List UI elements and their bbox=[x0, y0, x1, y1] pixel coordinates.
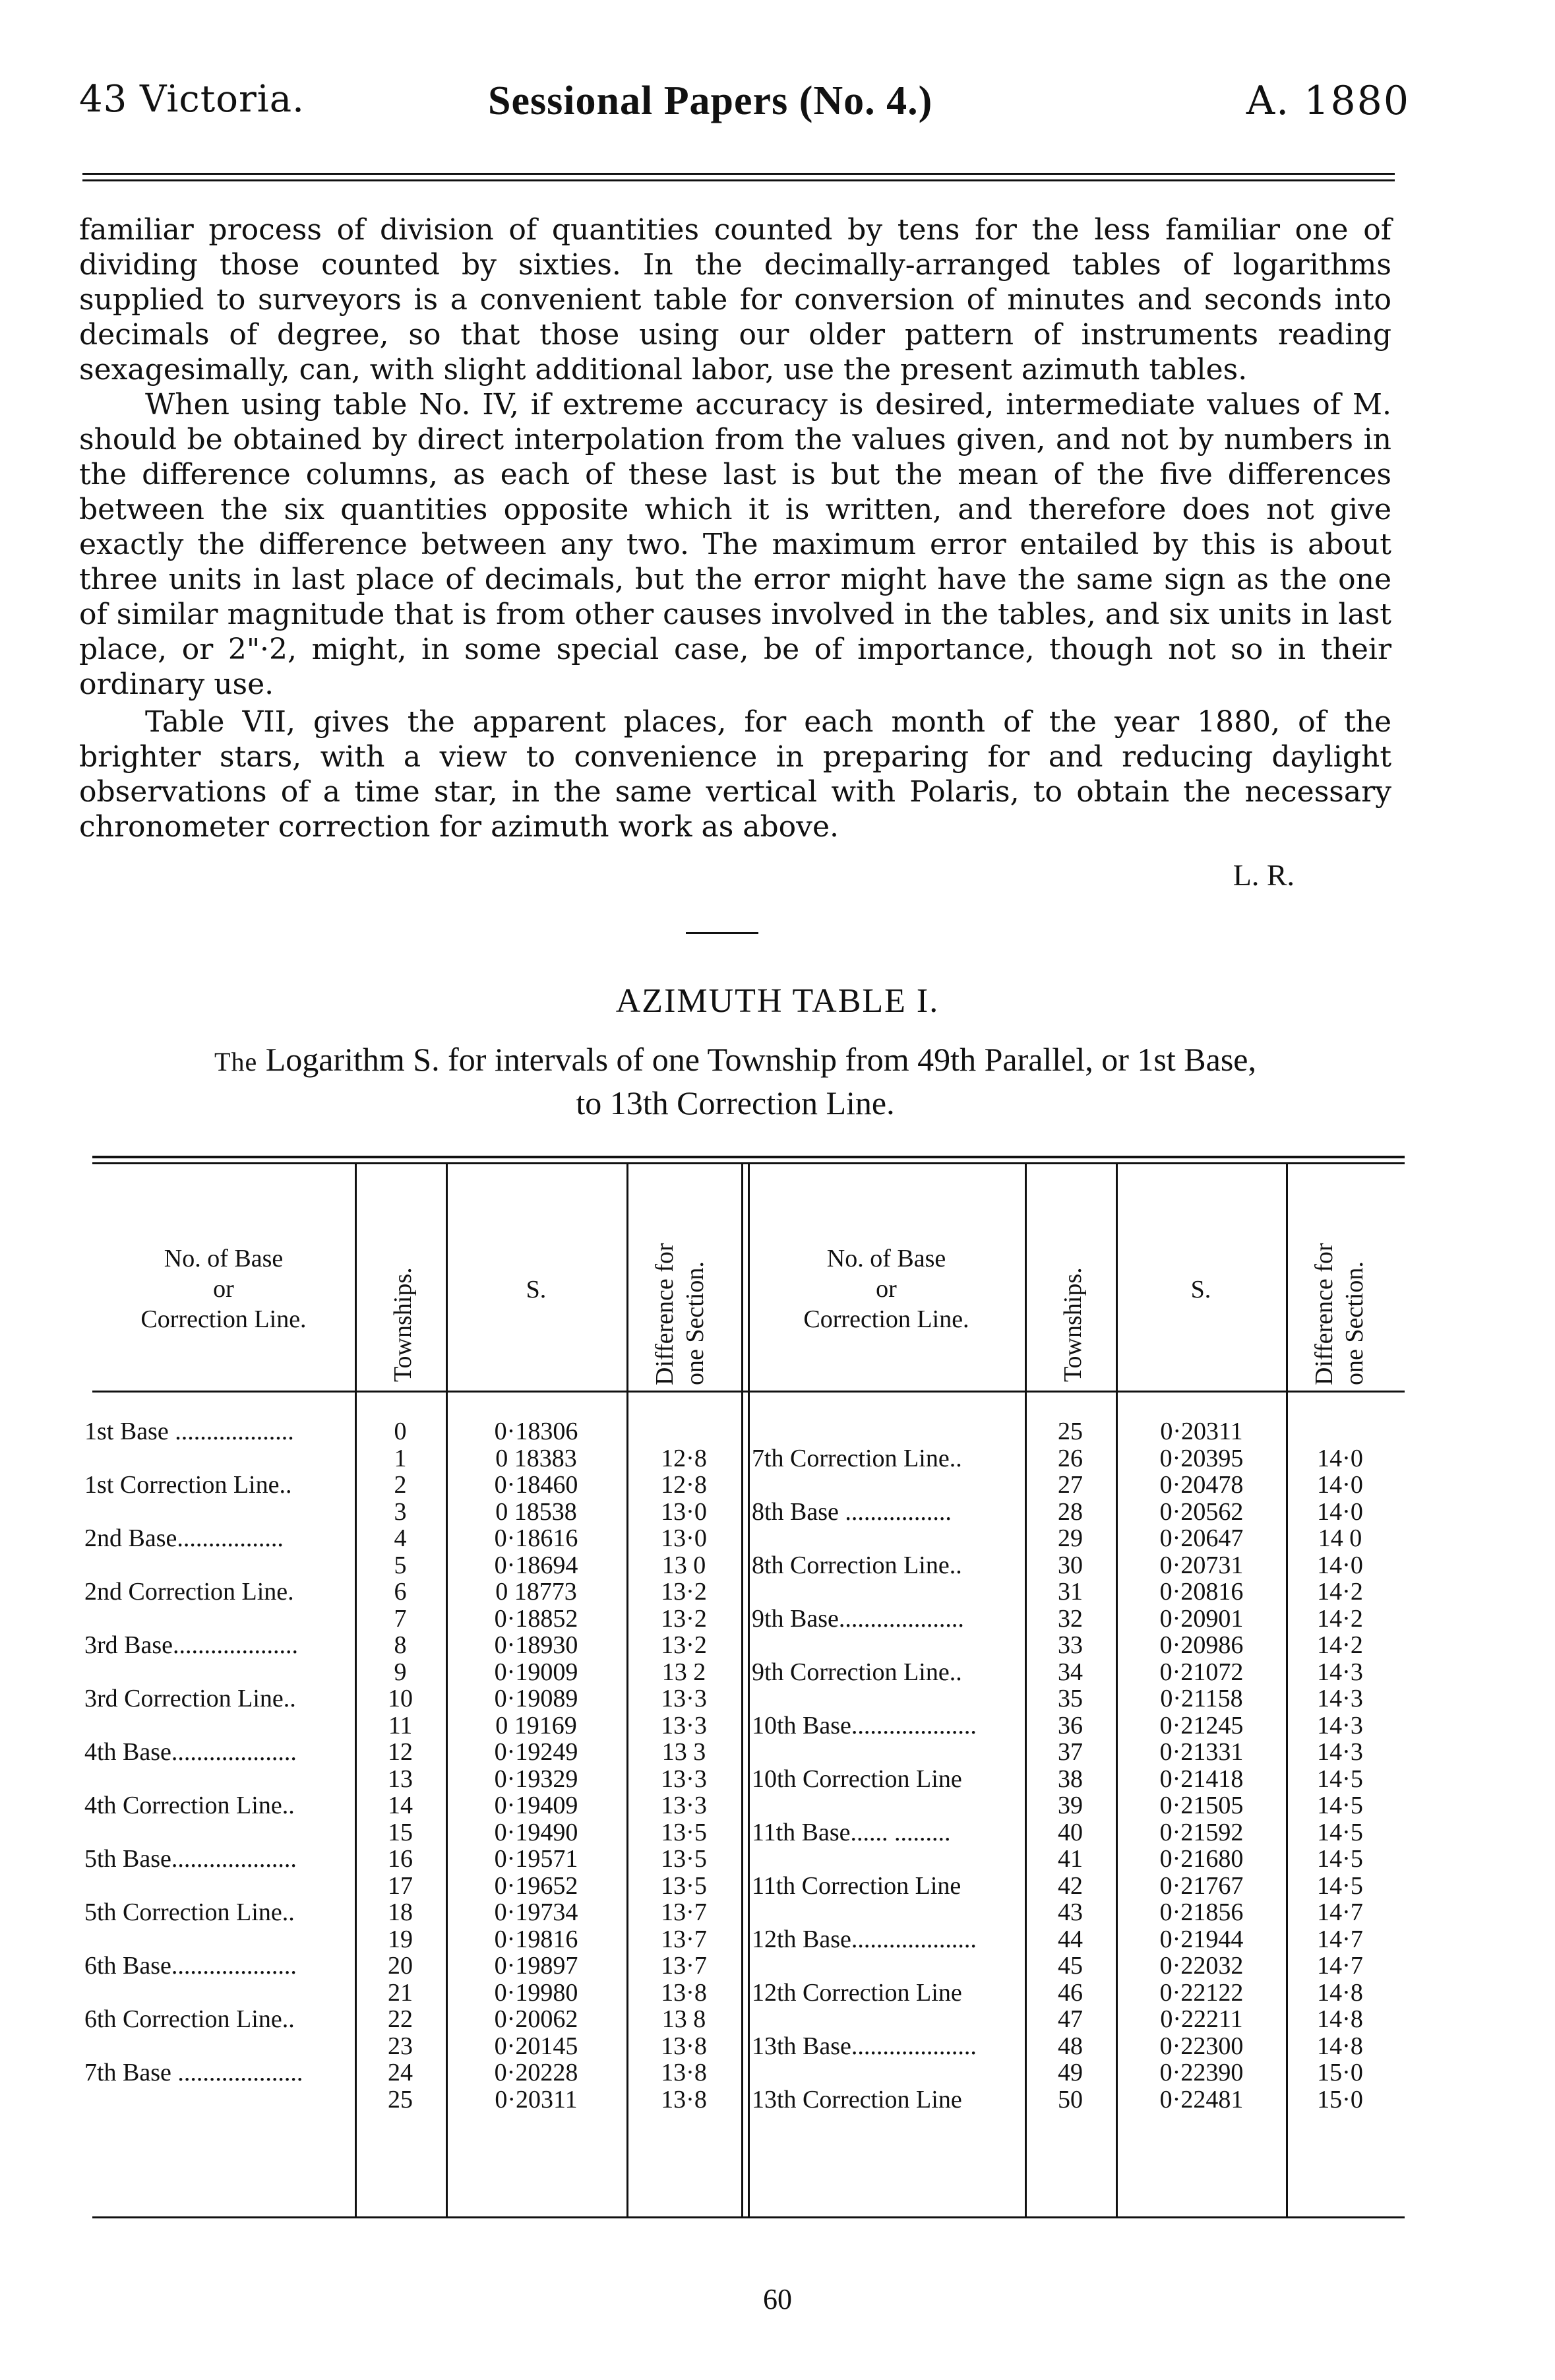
paragraph-3: Table VII, gives the apparent places, for each month of the year 1880, of the brighter stars, with a view to convenience in preparing for and reducing daylight observations of a time star, in the same vertical with Polaris, to obtain the necessary chronometer correction for azimuth work as above. bbox=[79, 705, 1391, 844]
right-s-value-cell: 0·20311 bbox=[1160, 1418, 1243, 1445]
left-township-cell: 20 bbox=[388, 1952, 413, 1980]
left-township-cell: 4 bbox=[394, 1524, 407, 1552]
left-difference-cell: 13·8 bbox=[661, 2032, 707, 2060]
left-difference-cell: 13·7 bbox=[661, 1952, 707, 1980]
author-initials: L. R. bbox=[1233, 858, 1295, 892]
right-township-cell: 27 bbox=[1058, 1471, 1083, 1499]
left-s-value-cell: 0·19734 bbox=[494, 1898, 578, 1926]
right-township-cell: 45 bbox=[1058, 1952, 1083, 1980]
right-s-value-cell: 0·21072 bbox=[1159, 1658, 1244, 1686]
left-township-cell: 11 bbox=[388, 1711, 413, 1739]
left-s-value-cell: 0·19980 bbox=[494, 1978, 578, 2007]
left-difference-cell: 13·7 bbox=[661, 1925, 707, 1953]
right-township-cell: 30 bbox=[1058, 1551, 1083, 1579]
right-township-cell: 36 bbox=[1058, 1711, 1083, 1739]
left-difference-cell: 13 0 bbox=[661, 1551, 706, 1579]
right-s-value-cell: 0·20816 bbox=[1159, 1578, 1244, 1606]
right-s-value-cell: 0·20478 bbox=[1159, 1471, 1244, 1499]
left-township-cell: 13 bbox=[388, 1765, 413, 1793]
left-s-value-cell: 0·19249 bbox=[494, 1738, 578, 1766]
right-difference-cell: 14·2 bbox=[1317, 1578, 1363, 1606]
right-difference-cell: 14·5 bbox=[1317, 1765, 1363, 1793]
left-township-cell: 0 bbox=[394, 1418, 407, 1445]
right-township-cell: 33 bbox=[1058, 1631, 1083, 1659]
running-header-left: 43 Victoria. bbox=[79, 78, 305, 121]
right-base-line-label: 13th Correction Line bbox=[752, 2085, 962, 2114]
right-township-cell: 28 bbox=[1058, 1497, 1083, 1526]
table-subtitle-line-1: Logarithm S. for intervals of one Township from 49th Parallel, or 1st Base, bbox=[257, 1041, 1256, 1078]
left-difference-cell: 13 2 bbox=[661, 1658, 706, 1686]
right-township-cell: 25 bbox=[1058, 1418, 1083, 1445]
left-base-line-label: 1st Correction Line.. bbox=[84, 1471, 292, 1499]
right-s-value-cell: 0·22390 bbox=[1159, 2059, 1244, 2086]
left-difference-cell: 13·5 bbox=[661, 1818, 707, 1846]
right-base-line-label: 13th Base.................... bbox=[752, 2032, 977, 2060]
right-s-value-cell: 0·21158 bbox=[1160, 1685, 1243, 1712]
colhead-s-right: S. bbox=[1190, 1276, 1211, 1303]
right-difference-cell: 15·0 bbox=[1317, 2059, 1363, 2086]
right-difference-cell: 14·5 bbox=[1317, 1845, 1363, 1873]
right-s-value-cell: 0·21856 bbox=[1159, 1898, 1244, 1926]
left-s-value-cell: 0·18930 bbox=[494, 1631, 578, 1659]
right-s-value-cell: 0·21505 bbox=[1159, 1792, 1244, 1819]
right-s-value-cell: 0·21592 bbox=[1159, 1818, 1244, 1846]
left-base-line-label: 6th Base.................... bbox=[84, 1952, 297, 1980]
right-township-cell: 35 bbox=[1058, 1685, 1083, 1712]
right-difference-cell: 14·0 bbox=[1317, 1444, 1363, 1472]
left-difference-cell: 13 8 bbox=[661, 2005, 706, 2033]
left-s-value-cell: 0·18852 bbox=[494, 1604, 578, 1633]
right-base-line-label: 9th Base.................... bbox=[752, 1604, 964, 1633]
right-s-value-cell: 0·20647 bbox=[1159, 1524, 1244, 1552]
left-township-cell: 18 bbox=[388, 1898, 413, 1926]
right-township-cell: 37 bbox=[1058, 1738, 1083, 1766]
right-base-line-label: 8th Correction Line.. bbox=[752, 1551, 962, 1579]
left-difference-cell: 12·8 bbox=[661, 1471, 707, 1499]
right-township-cell: 46 bbox=[1058, 1978, 1083, 2007]
left-difference-cell: 12·8 bbox=[661, 1444, 707, 1472]
left-township-cell: 14 bbox=[388, 1792, 413, 1819]
left-s-value-cell: 0·19089 bbox=[494, 1685, 578, 1712]
running-header-title: Sessional Papers (No. 4.) bbox=[488, 78, 933, 123]
left-difference-cell: 13·3 bbox=[661, 1685, 707, 1712]
left-township-cell: 7 bbox=[394, 1604, 407, 1633]
colhead-difference-left: Difference for one Section. bbox=[651, 1243, 709, 1385]
right-difference-cell: 14·2 bbox=[1317, 1631, 1363, 1659]
left-s-value-cell: 0·20062 bbox=[494, 2005, 578, 2033]
right-s-value-cell: 0·20395 bbox=[1159, 1444, 1244, 1472]
left-s-value-cell: 0 18538 bbox=[495, 1497, 577, 1526]
right-s-value-cell: 0·22481 bbox=[1159, 2085, 1244, 2114]
right-township-cell: 48 bbox=[1058, 2032, 1083, 2060]
left-township-cell: 15 bbox=[388, 1818, 413, 1846]
left-s-value-cell: 0·18616 bbox=[494, 1524, 578, 1552]
right-s-value-cell: 0·21245 bbox=[1159, 1711, 1244, 1739]
left-difference-cell: 13·2 bbox=[661, 1578, 707, 1606]
colhead-s-left: S. bbox=[526, 1276, 547, 1303]
table-title: AZIMUTH TABLE I. bbox=[615, 982, 940, 1020]
left-difference-cell: 13·5 bbox=[661, 1845, 707, 1873]
right-difference-cell: 14·8 bbox=[1317, 1978, 1363, 2007]
left-difference-cell: 13·0 bbox=[661, 1497, 707, 1526]
right-base-line-label: 10th Base.................... bbox=[752, 1711, 977, 1739]
left-s-value-cell: 0·19816 bbox=[494, 1925, 578, 1953]
right-township-cell: 31 bbox=[1058, 1578, 1083, 1606]
running-header-year: A. 1880 bbox=[1246, 78, 1410, 124]
right-township-cell: 40 bbox=[1058, 1818, 1083, 1846]
left-township-cell: 23 bbox=[388, 2032, 413, 2060]
left-township-cell: 8 bbox=[394, 1631, 407, 1659]
right-difference-cell: 14·8 bbox=[1317, 2032, 1363, 2060]
colhead-base-line-left: No. of Base or Correction Line. bbox=[140, 1245, 307, 1333]
left-difference-cell: 13·3 bbox=[661, 1792, 707, 1819]
right-difference-cell: 14·3 bbox=[1317, 1711, 1363, 1739]
left-difference-cell: 13·3 bbox=[661, 1765, 707, 1793]
left-township-cell: 16 bbox=[388, 1845, 413, 1873]
left-township-cell: 19 bbox=[388, 1925, 413, 1953]
left-township-cell: 17 bbox=[388, 1871, 413, 1900]
left-base-line-label: 6th Correction Line.. bbox=[84, 2005, 295, 2033]
left-township-cell: 6 bbox=[394, 1578, 407, 1606]
left-s-value-cell: 0·18306 bbox=[494, 1418, 578, 1445]
table-subtitle-line-2: to 13th Correction Line. bbox=[576, 1084, 895, 1121]
left-s-value-cell: 0 18773 bbox=[495, 1578, 577, 1606]
right-township-cell: 47 bbox=[1058, 2005, 1083, 2033]
colhead-townships-right: Townships. bbox=[1059, 1267, 1087, 1382]
left-base-line-label: 3rd Correction Line.. bbox=[84, 1685, 296, 1712]
right-township-cell: 32 bbox=[1058, 1604, 1083, 1633]
right-s-value-cell: 0·20901 bbox=[1159, 1604, 1244, 1633]
right-township-cell: 34 bbox=[1058, 1658, 1083, 1686]
right-base-line-label: 11th Correction Line bbox=[752, 1871, 961, 1900]
page-number: 60 bbox=[763, 2283, 792, 2315]
left-base-line-label: 2nd Correction Line. bbox=[84, 1578, 294, 1606]
right-difference-cell: 14·2 bbox=[1317, 1604, 1363, 1633]
left-base-line-label: 1st Base ................... bbox=[84, 1418, 294, 1445]
left-township-cell: 21 bbox=[388, 1978, 413, 2007]
right-difference-cell: 14·7 bbox=[1317, 1925, 1363, 1953]
right-base-line-label: 9th Correction Line.. bbox=[752, 1658, 962, 1686]
left-base-line-label: 4th Base.................... bbox=[84, 1738, 297, 1766]
left-difference-cell: 13·8 bbox=[661, 2059, 707, 2086]
right-difference-cell: 14·5 bbox=[1317, 1818, 1363, 1846]
right-s-value-cell: 0·22300 bbox=[1159, 2032, 1244, 2060]
left-s-value-cell: 0·19409 bbox=[494, 1792, 578, 1819]
right-difference-cell: 14·8 bbox=[1317, 2005, 1363, 2033]
left-difference-cell: 13·2 bbox=[661, 1604, 707, 1633]
left-s-value-cell: 0·19009 bbox=[494, 1658, 578, 1686]
table-bottom-rule bbox=[92, 2216, 1405, 2218]
right-s-value-cell: 0·22122 bbox=[1159, 1978, 1244, 2007]
left-base-line-label: 5th Correction Line.. bbox=[84, 1898, 295, 1926]
right-s-value-cell: 0·21418 bbox=[1159, 1765, 1244, 1793]
left-s-value-cell: 0·19571 bbox=[494, 1845, 578, 1873]
left-difference-cell: 13·5 bbox=[661, 1871, 707, 1900]
right-base-line-label: 11th Base...... ......... bbox=[752, 1818, 951, 1846]
right-base-line-label: 10th Correction Line bbox=[752, 1765, 962, 1793]
left-s-value-cell: 0 19169 bbox=[495, 1711, 577, 1739]
right-township-cell: 43 bbox=[1058, 1898, 1083, 1926]
right-base-line-label: 12th Base.................... bbox=[752, 1925, 977, 1953]
left-township-cell: 1 bbox=[394, 1444, 407, 1472]
left-s-value-cell: 0·20145 bbox=[494, 2032, 578, 2060]
paragraph-2: When using table No. IV, if extreme accuracy is desired, intermediate values of M. should be obtained by direct interpolation from the values given, and not by numbers in the difference columns, as each of these last is but the mean of the five differences between the six quantities opposite which it is written, and therefore does not give exactly the difference between any two. The maximum error entailed by this is about three units in last place of decimals, but the error might have the same sign as the one of similar magnitude that is from other causes involved in the tables, and six units in last place, or 2"·2, might, in some special case, be of importance, though not so in their ordinary use. bbox=[79, 388, 1391, 701]
left-difference-cell: 13·2 bbox=[661, 1631, 707, 1659]
right-s-value-cell: 0·20731 bbox=[1159, 1551, 1244, 1579]
left-base-line-label: 2nd Base................. bbox=[84, 1524, 284, 1552]
right-township-cell: 26 bbox=[1058, 1444, 1083, 1472]
left-difference-cell: 13·7 bbox=[661, 1898, 707, 1926]
left-township-cell: 3 bbox=[394, 1497, 407, 1526]
right-s-value-cell: 0·20562 bbox=[1159, 1497, 1244, 1526]
right-township-cell: 49 bbox=[1058, 2059, 1083, 2086]
left-base-line-label: 3rd Base.................... bbox=[84, 1631, 299, 1659]
left-township-cell: 2 bbox=[394, 1471, 407, 1499]
right-difference-cell: 14·5 bbox=[1317, 1871, 1363, 1900]
right-township-cell: 44 bbox=[1058, 1925, 1083, 1953]
right-township-cell: 41 bbox=[1058, 1845, 1083, 1873]
left-s-value-cell: 0·18460 bbox=[494, 1471, 578, 1499]
left-base-line-label: 5th Base.................... bbox=[84, 1845, 297, 1873]
left-s-value-cell: 0·19897 bbox=[494, 1952, 578, 1980]
right-township-cell: 29 bbox=[1058, 1524, 1083, 1552]
right-difference-cell: 14·0 bbox=[1317, 1471, 1363, 1499]
right-s-value-cell: 0·22032 bbox=[1159, 1952, 1244, 1980]
left-difference-cell: 13·0 bbox=[661, 1524, 707, 1552]
left-township-cell: 22 bbox=[388, 2005, 413, 2033]
left-township-cell: 9 bbox=[394, 1658, 407, 1686]
colhead-difference-right: Difference for one Section. bbox=[1310, 1243, 1368, 1385]
left-s-value-cell: 0·19329 bbox=[494, 1765, 578, 1793]
left-base-line-label: 7th Base .................... bbox=[84, 2059, 303, 2086]
right-difference-cell: 14·0 bbox=[1317, 1551, 1363, 1579]
left-s-value-cell: 0 18383 bbox=[495, 1444, 577, 1472]
left-difference-cell: 13 3 bbox=[661, 1738, 706, 1766]
right-township-cell: 39 bbox=[1058, 1792, 1083, 1819]
right-s-value-cell: 0·21680 bbox=[1159, 1845, 1244, 1873]
right-base-line-label: 7th Correction Line.. bbox=[752, 1444, 962, 1472]
right-township-cell: 38 bbox=[1058, 1765, 1083, 1793]
right-difference-cell: 14·5 bbox=[1317, 1792, 1363, 1819]
right-difference-cell: 15·0 bbox=[1317, 2085, 1363, 2114]
left-township-cell: 12 bbox=[388, 1738, 413, 1766]
table-subtitle-lead: The bbox=[214, 1047, 258, 1077]
paragraph-1: familiar process of division of quantities counted by tens for the less familiar one of dividing those counted by sixties. In the decimally-arranged tables of logarithms supplied to surveyors is a convenient table for conversion of minutes and seconds into decimals of degree, so that those using our older pattern of instruments reading sexagesimally, can, with slight additional labor, use the present azimuth tables. bbox=[79, 213, 1391, 387]
right-base-line-label: 12th Correction Line bbox=[752, 1978, 962, 2007]
right-township-cell: 50 bbox=[1058, 2085, 1083, 2114]
left-township-cell: 10 bbox=[388, 1685, 413, 1712]
left-s-value-cell: 0·19652 bbox=[494, 1871, 578, 1900]
left-township-cell: 5 bbox=[394, 1551, 407, 1579]
left-difference-cell: 13·8 bbox=[661, 2085, 707, 2114]
left-difference-cell: 13·8 bbox=[661, 1978, 707, 2007]
right-s-value-cell: 0·20986 bbox=[1159, 1631, 1244, 1659]
right-difference-cell: 14 0 bbox=[1318, 1524, 1362, 1552]
right-s-value-cell: 0·21944 bbox=[1159, 1925, 1244, 1953]
left-base-line-label: 4th Correction Line.. bbox=[84, 1792, 295, 1819]
right-difference-cell: 14·7 bbox=[1317, 1898, 1363, 1926]
right-difference-cell: 14·3 bbox=[1317, 1738, 1363, 1766]
table-top-rule-1 bbox=[92, 1156, 1405, 1158]
right-s-value-cell: 0·21331 bbox=[1159, 1738, 1244, 1766]
right-difference-cell: 14·7 bbox=[1317, 1952, 1363, 1980]
left-difference-cell: 13·3 bbox=[661, 1711, 707, 1739]
right-s-value-cell: 0·22211 bbox=[1160, 2005, 1243, 2033]
right-s-value-cell: 0·21767 bbox=[1159, 1871, 1244, 1900]
colhead-townships-left: Townships. bbox=[389, 1267, 417, 1382]
left-s-value-cell: 0·20311 bbox=[495, 2085, 578, 2114]
right-difference-cell: 14·0 bbox=[1317, 1497, 1363, 1526]
left-township-cell: 24 bbox=[388, 2059, 413, 2086]
left-s-value-cell: 0·18694 bbox=[494, 1551, 578, 1579]
right-difference-cell: 14·3 bbox=[1317, 1685, 1363, 1712]
right-difference-cell: 14·3 bbox=[1317, 1658, 1363, 1686]
left-s-value-cell: 0·20228 bbox=[494, 2059, 578, 2086]
left-township-cell: 25 bbox=[388, 2085, 413, 2114]
right-township-cell: 42 bbox=[1058, 1871, 1083, 1900]
left-s-value-cell: 0·19490 bbox=[494, 1818, 578, 1846]
colhead-base-line-right: No. of Base or Correction Line. bbox=[803, 1245, 969, 1333]
col-divider-4a bbox=[741, 1162, 743, 2216]
right-base-line-label: 8th Base ................. bbox=[752, 1497, 952, 1526]
